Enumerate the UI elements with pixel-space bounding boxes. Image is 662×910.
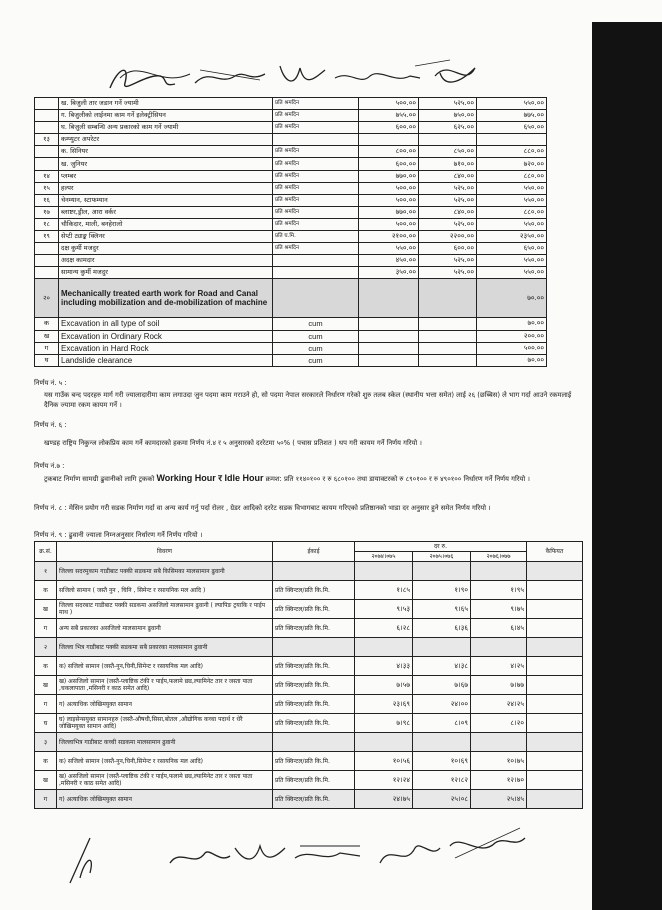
row-year2: ९।६५ [413,600,471,619]
row-rate-2: ८४०.०० [419,170,477,182]
table-row [35,714,583,733]
row-rate-2 [419,354,477,366]
row-unit [273,279,359,318]
row-year3: १२।७० [471,771,527,790]
row-year2: २५।०८ [413,790,471,809]
decision-7-text [44,473,584,484]
transport-rate-table [34,541,583,809]
row-year2: १२।८२ [413,771,471,790]
decision-6-text: खण्डह राष्ट्रिय निकुन्ज लोकप्रिय काम गर्ने कामदारको हकमा निर्णय नं.४ र ५ अनुसारको दररेटमा ५०% ( पचास प्रतिशत ) थप गरी कायम गर्ने निर्णय गरियो । [44,439,422,447]
row-item: चेनम्यान, स्टाफम्यान [59,194,273,206]
transport-rate-table-head [35,542,583,562]
row-item: सामान्य कुर्मी मजदुर [59,267,273,279]
table-row [35,581,583,600]
row-year2 [413,562,471,581]
table-row [35,771,583,790]
row-remark [527,790,583,809]
row-remark [527,562,583,581]
row-desc: ग) अत्याधिक जोखिमयुक्त सामान [57,695,273,714]
row-sn [35,122,59,134]
decision-7-text-a: ट्रकबाट निर्माण सामग्री ढुवानीको लागि ट्रकको [44,475,155,483]
row-item: क. सिनियर [59,146,273,158]
table-row [35,231,547,243]
col-year2-header: २०७५।०७६ [413,552,471,562]
row-rate-2 [419,342,477,354]
decision-7-bold: Working Hour र Idle Hour [156,473,264,483]
row-rate-1: ५५०.०० [359,243,419,255]
row-sn: १४ [35,170,59,182]
wage-rate-table-body [35,98,547,367]
row-sn: क [35,581,57,600]
row-year3: १।९५ [471,581,527,600]
row-unit [273,255,359,267]
decision-6-heading: निर्णय नं. ६ : [34,421,67,429]
table-row [35,619,583,638]
row-rate-1: २१००.०० [359,231,419,243]
row-unit: cum [273,318,359,330]
row-rate-3: ५५०.०० [477,182,547,194]
table-row [35,318,547,330]
row-year1: ९।५३ [355,600,413,619]
row-rate-1: ५००.०० [359,182,419,194]
row-rate-3: ७०.०० [477,318,547,330]
row-rate-2: ६२५.०० [419,122,477,134]
decision-5-text: यस गाउँक बन्द पदरहरु मार्ग गरी ज्यालादारीमा काम लगाउदा जुन पदमा काम गराउने हो, सो पदमा नेपाल सरकारले निर्धारण गरेको शुरु तलब स्केल (स्थानीय भत्ता समेत) लाई २६ (छब्बिस) ले भाग गर्दा आउने रकमलाई दैनिक ज्यामा रकम कायम गर्ने । [44,391,572,409]
row-unit: प्रति क्विन्टल/प्रति कि.मि. [273,771,355,790]
row-item: सेप्टी ट्याङ्क क्लिनर [59,231,273,243]
row-year3: १०।७५ [471,752,527,771]
row-remark [527,733,583,752]
row-remark [527,581,583,600]
table-row [35,342,547,354]
row-item: अदक्ष कामदार [59,255,273,267]
row-rate-2 [419,279,477,318]
row-unit: प्रति श्रमदिन [273,243,359,255]
row-desc: ख) असजिलो सामान (जस्तै-प्लाष्टिक टंकी र पाईप,फलामे छड,ल्यामिनेट तार र जस्ता पाता ,चकलापाता ,मसिनरी र काठ समेत आदि) [57,676,273,695]
row-desc: ख) असजिलो सामान (जस्तै-प्लाष्टिक टंकी र पाईप,फलामे छड,ल्यामिनेट तार र जस्ता पाता ,मसिनरी र काठ समेत आदि) [57,771,273,790]
row-sn: १८ [35,218,59,230]
row-year1: २३।६९ [355,695,413,714]
row-rate-3: ५५०.०० [477,255,547,267]
row-unit: प्रति श्रमदिन [273,194,359,206]
row-remark [527,657,583,676]
row-rate-2: ५२५.०० [419,194,477,206]
row-year2: १०।६९ [413,752,471,771]
row-year1: ४।३३ [355,657,413,676]
row-unit: प्रति श्रमदिन [273,146,359,158]
row-rate-1: ६००.०० [359,158,419,170]
row-rate-3: ५५०.०० [477,98,547,110]
row-rate-1 [359,134,419,146]
decision-8-heading: निर्णय नं. ८ : [34,504,67,512]
row-rate-3: ७०.०० [477,354,547,366]
row-rate-3: ८८०.०० [477,170,547,182]
decision-7-text-b: क्रमश: प्रति ११४०१०० र रु ६८०१०० तथा डायाक्टरको रु ८९०१०० र रु ४९०१०० निर्धारण गर्ने निर्णय गरियो । [265,475,530,483]
row-sn [35,243,59,255]
row-rate-1 [359,279,419,318]
row-sn: ख [35,771,57,790]
decision-7-heading: निर्णय नं.७ : [34,462,65,470]
row-year1: ७।५७ [355,676,413,695]
row-rate-3: ८८०.०० [477,206,547,218]
row-year1: ७।९८ [355,714,413,733]
row-desc: क) सजिलो सामान (जस्तै-नुन,चिनी,सिमेन्ट र रसायनिक मल आदि) [57,752,273,771]
col-sn-header: क्र.सं. [35,542,57,562]
row-sn: २ [35,638,57,657]
row-year1: २४।७५ [355,790,413,809]
top-signatures [100,48,480,98]
row-rate-3: ५५०.०० [477,267,547,279]
row-desc: ग) अत्याधिक जोखिमयुक्त सामान [57,790,273,809]
row-unit: प्रति श्रमदिन [273,98,359,110]
row-year2: ७।६७ [413,676,471,695]
row-remark [527,600,583,619]
table-row [35,243,547,255]
decision-8-body: मेसिन प्रयोग गरी सडक निर्माण गर्दा वा अन्य कार्य गर्नु पर्दा रोलर , ग्रेडर आदिको दररेट सडक विभागबाट कायम गरिएको प्रतिष्ठानको भाडा दर अनुसार हुने समेत निर्णय गरियो । [68,504,491,512]
row-rate-3: ७२०.०० [477,158,547,170]
row-unit: प्रति क्विन्टल/प्रति कि.मि. [273,790,355,809]
table-row [35,676,583,695]
decision-8-text [34,503,584,513]
row-year1: ६।२८ [355,619,413,638]
row-item: Excavation in Hard Rock [59,342,273,354]
table-row [35,657,583,676]
row-unit [273,562,355,581]
row-rate-3: ५५०.०० [477,194,547,206]
row-sn: १७ [35,206,59,218]
row-sn: क [35,752,57,771]
row-rate-3: २००.०० [477,330,547,342]
row-rate-2: ८४०.०० [419,206,477,218]
row-unit [273,733,355,752]
row-item: Excavation in Ordinary Rock [59,330,273,342]
col-year1-header: २०७४।०७५ [355,552,413,562]
col-unit-header: ईकाई [273,542,355,562]
decision-5-heading: निर्णय नं. ५ : [34,379,67,387]
table-row [35,330,547,342]
row-item: ब्लाष्टर,ड्रील, आरा वर्कर [59,206,273,218]
row-item: ख. जुनियर [59,158,273,170]
row-rate-1 [359,330,419,342]
row-unit: प्रति क्विन्टल/प्रति कि.मि. [273,714,355,733]
wage-rate-table [34,97,547,367]
row-year2: १।९० [413,581,471,600]
row-sn: १६ [35,194,59,206]
row-unit: प्रति क्विन्टल/प्रति कि.मि. [273,619,355,638]
table-row [35,98,547,110]
row-year3 [471,733,527,752]
row-item: Excavation in all type of soil [59,318,273,330]
row-sn [35,98,59,110]
row-desc: सजिलो सामान ( जस्तै नुन , चिनि , सिमेन्ट र रसायनिक मल आदि ) [57,581,273,600]
row-unit [273,267,359,279]
row-remark [527,638,583,657]
row-sn: १९ [35,231,59,243]
row-remark [527,771,583,790]
row-rate-1: ७७०.०० [359,170,419,182]
row-item: दक्ष कुर्मी मजदुर [59,243,273,255]
row-rate-2: ५२५.०० [419,98,477,110]
row-unit [273,134,359,146]
row-sn [35,158,59,170]
row-rate-3: ७७५.०० [477,110,547,122]
row-desc: जिल्ला सदरबाट गाडीबाट पक्की सडकमा असजिलो मालसामान ढुवानी ( ल्यापिङ ट्रयाकि र पाईप माथ ) [57,600,273,619]
row-desc: जिल्लाभित्र गाडीबाट कच्ची सडकमा मालसामान ढुवानी [57,733,273,752]
row-unit: प्रति घ.मि. [273,231,359,243]
row-rate-1: ३५०.०० [359,267,419,279]
row-desc: क) सजिलो सामान (जस्तै-नुन,चिनी,सिमेन्ट र रसायनिक मल आदि) [57,657,273,676]
decision-9-heading: निर्णय नं. ९ : ढुवानी ज्याला निम्नअनुसार निर्धारण गर्ने निर्णय गरियो । [34,531,203,539]
table-row [35,134,547,146]
table-row [35,354,547,366]
row-unit: cum [273,330,359,342]
row-unit: cum [273,342,359,354]
row-year3: ९।७५ [471,600,527,619]
row-sn [35,267,59,279]
table-row [35,182,547,194]
row-remark [527,676,583,695]
row-rate-2: ५२५.०० [419,267,477,279]
row-rate-3: २३५०.०० [477,231,547,243]
row-item: घ. बिजुली सम्बन्धि अन्य प्रकारको काम गर्ने ज्यामी [59,122,273,134]
row-rate-3: ८८०.०० [477,146,547,158]
row-sn: क [35,657,57,676]
row-unit: प्रति क्विन्टल/प्रति कि.मि. [273,600,355,619]
row-sn [35,255,59,267]
table-row [35,255,547,267]
bottom-signatures [60,818,530,888]
row-year1 [355,638,413,657]
row-unit: प्रति श्रमदिन [273,122,359,134]
row-sn: ३ [35,733,57,752]
row-item: ख. बिजुली तार जडान गर्ने ज्यामी [59,98,273,110]
table-row [35,122,547,134]
row-item: कम्प्युटर अपरेटर [59,134,273,146]
row-sn: ख [35,600,57,619]
row-year2: ८।०९ [413,714,471,733]
row-year1: १०।५६ [355,752,413,771]
row-rate-1 [359,342,419,354]
row-rate-2: ५२५.०० [419,182,477,194]
row-sn: क [35,318,59,330]
row-unit [273,638,355,657]
row-rate-3 [477,134,547,146]
row-remark [527,695,583,714]
row-rate-2: ७५०.०० [419,110,477,122]
row-rate-3: ६५०.०० [477,243,547,255]
table-row [35,279,547,318]
row-item: चौकिदार, माली, बनहेरालो [59,218,273,230]
row-unit: प्रति क्विन्टल/प्रति कि.मि. [273,676,355,695]
row-sn: ग [35,619,57,638]
row-rate-2: ६००.०० [419,243,477,255]
row-sn: ख [35,330,59,342]
row-year3: ७।७७ [471,676,527,695]
row-sn: घ [35,354,59,366]
row-rate-1 [359,318,419,330]
row-sn: ग [35,790,57,809]
row-rate-3: ५५०.०० [477,218,547,230]
row-rate-2: ७१०.०० [419,158,477,170]
row-year2: ४।३८ [413,657,471,676]
row-rate-1: ७५५.०० [359,110,419,122]
row-rate-1: ५००.०० [359,194,419,206]
row-year2: ६।३६ [413,619,471,638]
row-desc: जिल्ला भित्र गाडीबाट पक्की सडकमा सबै प्रकारका मालसामान ढुवानी [57,638,273,657]
row-item: हल्पर [59,182,273,194]
row-rate-3: ५००.०० [477,342,547,354]
row-rate-1: ८००.०० [359,146,419,158]
table-row [35,638,583,657]
row-sn: ख [35,676,57,695]
row-desc: जिल्ला सदरमुकाम गाडीबाट पक्की सडकमा सबै किसिमका मालसामान ढुवानी [57,562,273,581]
row-unit: प्रति क्विन्टल/प्रति कि.मि. [273,581,355,600]
table-row [35,695,583,714]
row-year3 [471,562,527,581]
row-year3: २४।२५ [471,695,527,714]
row-remark [527,619,583,638]
row-sn [35,146,59,158]
table-row [35,110,547,122]
row-rate-1: ५००.०० [359,218,419,230]
row-rate-2: ८५०.०० [419,146,477,158]
row-desc: घ) लाइसेन्सयुक्त सामानहरु (जस्तै-औषधी,सिसा,बोतल ,औद्योगिक कच्चा पदार्थ र धेरै जोखिमयुक्त सामान आदि) [57,714,273,733]
row-sn [35,110,59,122]
table-row [35,600,583,619]
transport-rate-table-body [35,562,583,809]
row-unit: प्रति क्विन्टल/प्रति कि.मि. [273,695,355,714]
row-year2: २४।०० [413,695,471,714]
row-unit: प्रति क्विन्टल/प्रति कि.मि. [273,657,355,676]
row-year1: १।८५ [355,581,413,600]
row-rate-1: ५००.०० [359,98,419,110]
row-item: प्लम्बर [59,170,273,182]
row-year2 [413,638,471,657]
table-row [35,194,547,206]
row-rate-2 [419,330,477,342]
row-year2 [413,733,471,752]
row-sn: १ [35,562,57,581]
row-rate-1: ७७०.०० [359,206,419,218]
row-remark [527,714,583,733]
row-unit: प्रति क्विन्टल/प्रति कि.मि. [273,752,355,771]
row-unit: प्रति श्रमदिन [273,110,359,122]
row-sn: १५ [35,182,59,194]
row-rate-2: ५२५.०० [419,255,477,267]
table-row [35,790,583,809]
table-row [35,752,583,771]
row-item: Mechanically treated earth work for Road and Canal including mobilization and de-mobilization of machine [59,279,273,318]
row-year1 [355,562,413,581]
row-year3: २५।४५ [471,790,527,809]
row-unit: प्रति श्रमदिन [273,182,359,194]
row-unit: cum [273,354,359,366]
table-row [35,206,547,218]
row-unit: प्रति श्रमदिन [273,206,359,218]
row-desc: अन्य सबै प्रकारका असजिलो मालसामान ढुवानी [57,619,273,638]
table-row [35,170,547,182]
row-sn: २० [35,279,59,318]
row-rate-1 [359,354,419,366]
row-rate-1: ४५०.०० [359,255,419,267]
table-row [35,218,547,230]
row-rate-2: २२००.०० [419,231,477,243]
row-item: ग. बिजुलीको लाईनमा काम गर्ने इलेक्ट्रीसियन [59,110,273,122]
col-desc-header: विवरण [57,542,273,562]
table-row [35,158,547,170]
row-sn: ग [35,342,59,354]
col-year3-header: २०७६।०७७ [471,552,527,562]
row-sn: घ [35,714,57,733]
row-sn: १३ [35,134,59,146]
row-rate-1: ६००.०० [359,122,419,134]
row-item: Landslide clearance [59,354,273,366]
scan-dark-edge [592,22,662,910]
table-row [35,267,547,279]
row-rate-3: ६५०.०० [477,122,547,134]
row-rate-2 [419,134,477,146]
row-year1 [355,733,413,752]
row-sn: ग [35,695,57,714]
row-rate-2: ५२५.०० [419,218,477,230]
row-unit: प्रति श्रमदिन [273,158,359,170]
row-unit: प्रति श्रमदिन [273,218,359,230]
col-remark-header: कैफियत [527,542,583,562]
col-rate-header: दर रु. [355,542,527,552]
row-unit: प्रति श्रमदिन [273,170,359,182]
row-year3: ४।२५ [471,657,527,676]
table-row [35,562,583,581]
row-year3: ८।२० [471,714,527,733]
row-year3 [471,638,527,657]
table-row [35,733,583,752]
row-remark [527,752,583,771]
row-year3: ६।४५ [471,619,527,638]
table-row [35,146,547,158]
row-rate-2 [419,318,477,330]
row-year1: १२।२४ [355,771,413,790]
row-rate-3: ७०.०० [477,279,547,318]
